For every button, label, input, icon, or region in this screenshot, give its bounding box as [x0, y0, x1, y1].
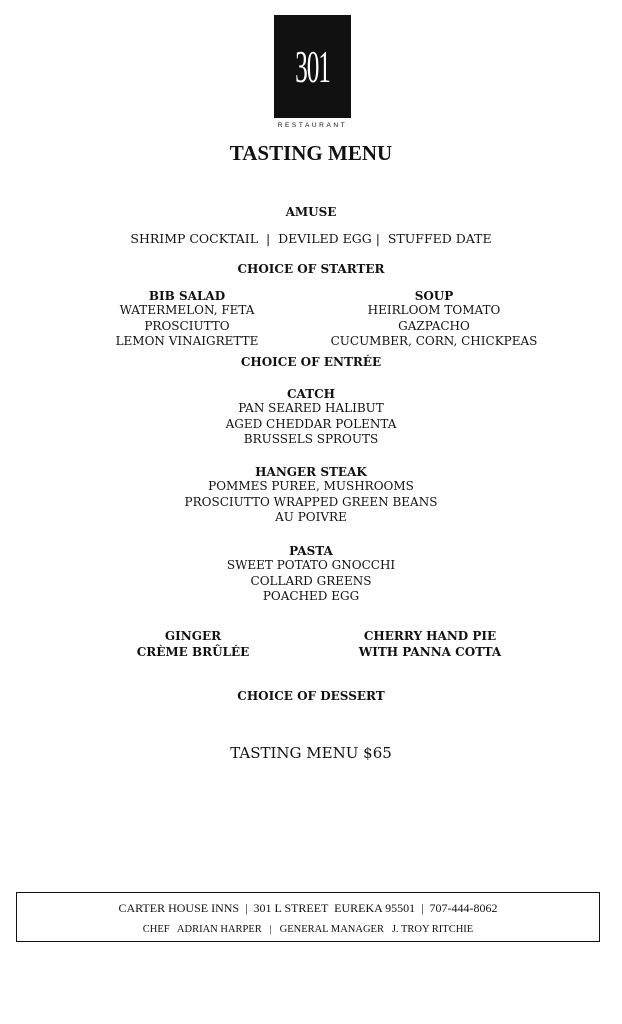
starter-right	[329, 289, 539, 350]
entree-item-name: CATCH	[286, 387, 336, 401]
dessert-heading: CHOICE OF DESSERT	[237, 689, 385, 703]
starter-right-line: CUCUMBER, CORN, CHICKPEAS	[330, 334, 538, 348]
dessert-left	[100, 629, 286, 660]
starter-left-line: LEMON VINAIGRETTE	[115, 334, 259, 348]
starter-left-line: WATERMELON, FETA	[119, 303, 255, 317]
entree-item-line: PAN SEARED HALIBUT	[238, 401, 384, 415]
entree-item-line: SWEET POTATO GNOCCHI	[226, 558, 396, 572]
dessert-right-line: CHERRY HAND PIE	[363, 629, 497, 643]
entree-heading: CHOICE OF ENTRÉE	[240, 355, 382, 369]
price: TASTING MENU $65	[230, 744, 392, 762]
entree-item-line: COLLARD GREENS	[250, 573, 372, 588]
starter-right-name: SOUP	[414, 289, 454, 303]
entree-item-catch	[0, 387, 622, 448]
dessert-right	[330, 629, 530, 660]
logo-wordmark: RESTAURANT	[277, 122, 348, 129]
footer-staff: CHEF ADRIAN HARPER | GENERAL MANAGER J. TROY RITCHIE	[142, 924, 474, 935]
page-title: TASTING MENU	[229, 141, 393, 165]
entree-item-line: BRUSSELS SPROUTS	[243, 432, 379, 446]
entree-item-name: HANGER STEAK	[255, 465, 367, 479]
entree-item-hanger-steak	[0, 465, 622, 526]
amuse-items: SHRIMP COCKTAIL | DEVILED EGG | STUFFED DATE	[130, 231, 492, 246]
starter-right-line: HEIRLOOM TOMATO	[367, 303, 501, 317]
entree-item-line: POACHED EGG	[262, 589, 360, 603]
dessert-left-line: GINGER	[164, 629, 222, 643]
entree-item-line: POMMES PUREE, MUSHROOMS	[208, 479, 414, 493]
dessert-left-line: CRÈME BRÛLÉE	[136, 644, 250, 659]
starter-heading: CHOICE OF STARTER	[237, 262, 385, 276]
starter-left	[92, 289, 282, 350]
starter-left-name: BIB SALAD	[148, 289, 226, 303]
starter-left-line: PROSCIUTTO	[144, 318, 230, 333]
entree-item-pasta	[0, 544, 622, 605]
dessert-right-line: WITH PANNA COTTA	[358, 644, 502, 659]
entree-item-line: PROSCIUTTO WRAPPED GREEN BEANS	[184, 494, 438, 509]
entree-item-line: AU POIVRE	[275, 510, 347, 524]
starter-right-line: GAZPACHO	[398, 318, 470, 333]
logo-number: 301	[295, 40, 330, 92]
entree-item-line: AGED CHEDDAR POLENTA	[225, 416, 397, 431]
footer-address: CARTER HOUSE INNS | 301 L STREET EUREKA 95501 | 707-444-8062	[118, 901, 498, 915]
entree-item-name: PASTA	[289, 544, 333, 558]
amuse-heading: AMUSE	[285, 205, 337, 219]
footer-box	[16, 892, 600, 942]
logo-mark	[274, 15, 351, 118]
